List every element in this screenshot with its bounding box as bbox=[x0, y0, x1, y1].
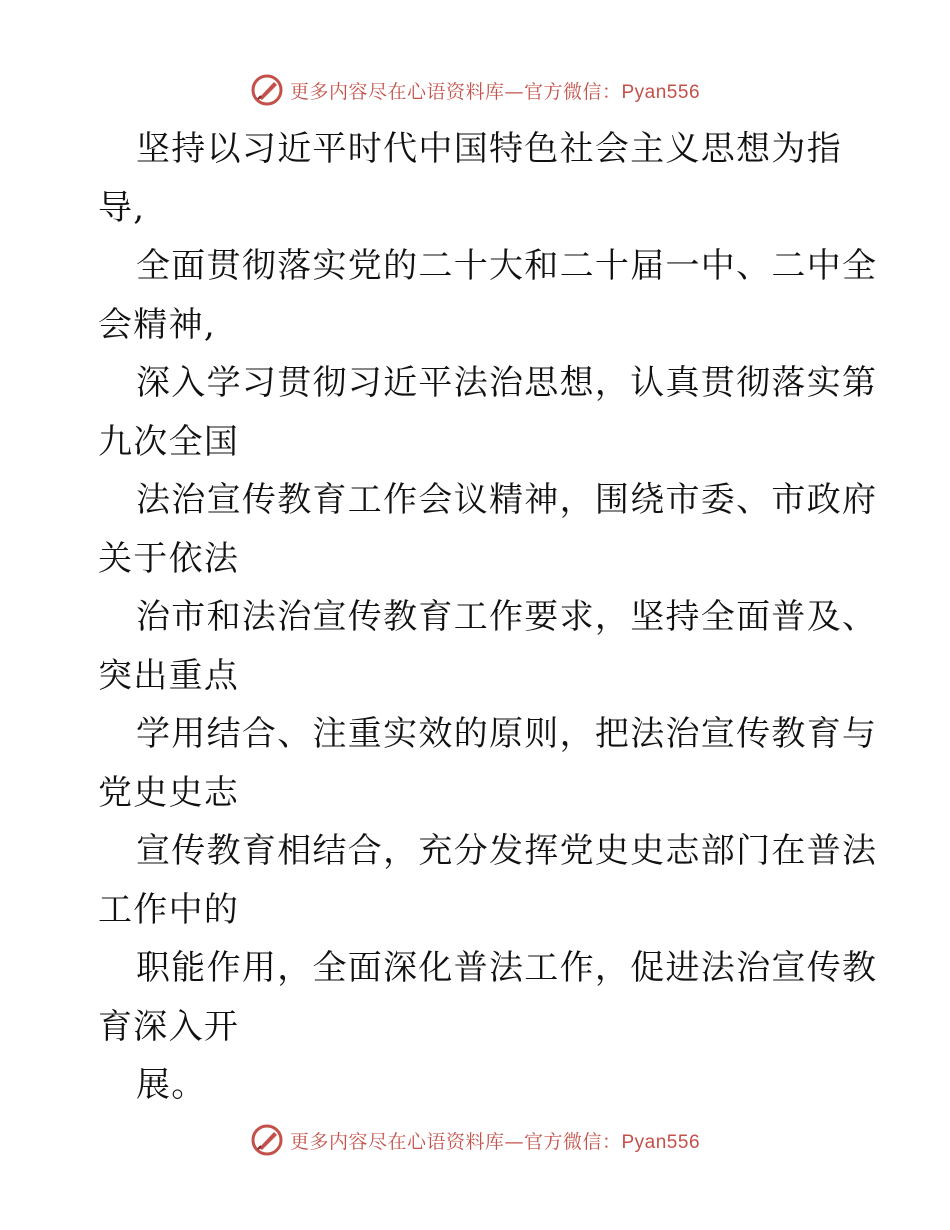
paragraph-line: 宣传教育相结合，充分发挥党史史志部门在普法 bbox=[136, 831, 878, 871]
footer-banner bbox=[0, 1122, 950, 1158]
header-banner-text-cn: 更多内容尽在心语资料库—官方微信： bbox=[289, 80, 622, 103]
paragraph-line: 九次全国 bbox=[98, 421, 240, 462]
paragraph-line: 会精神, bbox=[98, 304, 217, 345]
paragraph-line: 坚持以习近平时代中国特色社会主义思想为指 bbox=[136, 129, 842, 169]
footer-banner-text-en: Pyan556 bbox=[621, 1131, 701, 1153]
quill-pen-logo-icon bbox=[250, 1123, 284, 1157]
paragraph-line: 育深入开 bbox=[98, 1006, 240, 1047]
footer-banner-text bbox=[290, 1127, 700, 1154]
paragraph-line: 深入学习贯彻习近平法治思想，认真贯彻落实第 bbox=[136, 363, 878, 403]
paragraph-line: 导, bbox=[98, 187, 146, 228]
paragraph-line: 关于依法 bbox=[98, 538, 240, 579]
paragraph-line: 工作中的 bbox=[98, 889, 240, 930]
header-banner-text-en: Pyan556 bbox=[621, 81, 701, 103]
paragraph-line: 突出重点 bbox=[98, 655, 240, 696]
quill-pen-logo-icon bbox=[250, 73, 284, 107]
paragraph-line: 展。 bbox=[136, 1065, 207, 1105]
paragraph-line: 党史史志 bbox=[98, 772, 240, 813]
header-banner bbox=[0, 72, 950, 108]
paragraph-line: 全面贯彻落实党的二十大和二十届一中、二中全 bbox=[136, 246, 878, 286]
paragraph-line: 法治宣传教育工作会议精神，围绕市委、市政府 bbox=[136, 480, 878, 520]
header-banner-text bbox=[290, 77, 700, 104]
paragraph-line: 治市和法治宣传教育工作要求，坚持全面普及、 bbox=[136, 597, 878, 637]
paragraph-line: 学用结合、注重实效的原则，把法治宣传教育与 bbox=[136, 714, 878, 754]
document-body bbox=[98, 120, 878, 1115]
paragraph-line: 职能作用，全面深化普法工作，促进法治宣传教 bbox=[136, 948, 878, 988]
footer-banner-text-cn: 更多内容尽在心语资料库—官方微信： bbox=[289, 1130, 622, 1153]
